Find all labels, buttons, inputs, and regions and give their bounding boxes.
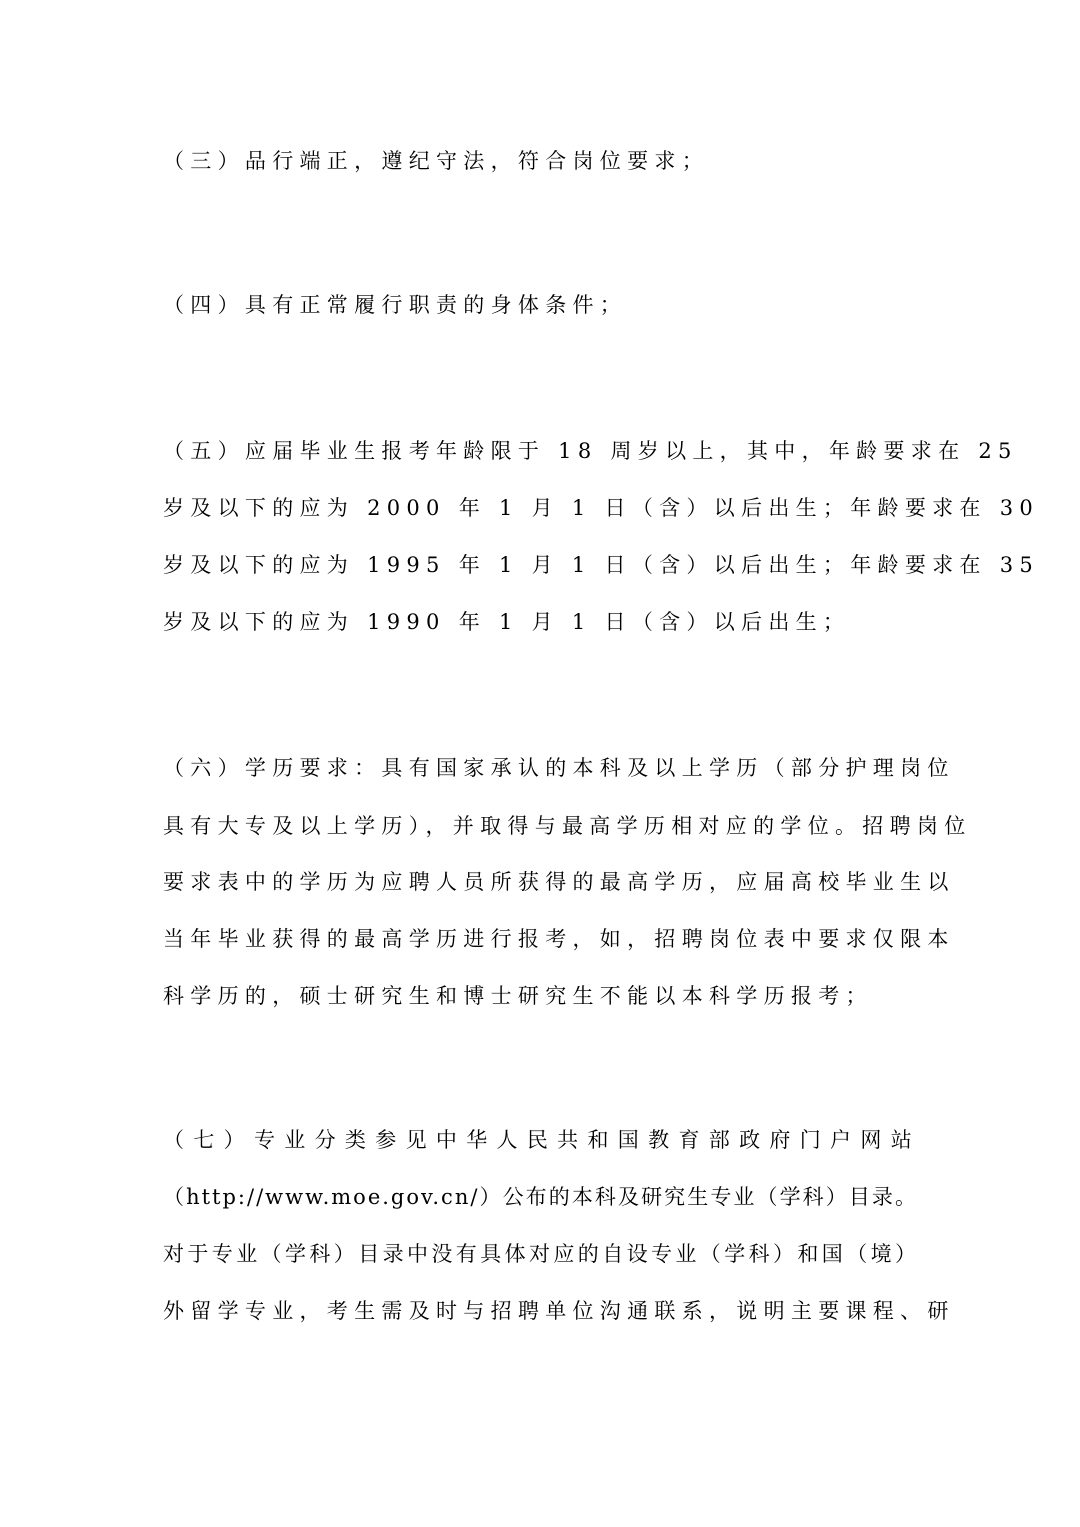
paragraph-3-line-1: （三）品行端正，遵纪守法，符合岗位要求； (163, 149, 709, 173)
paragraph-4-line-1: （四）具有正常履行职责的身体条件； (163, 293, 628, 317)
paragraph-6-line-2: 具有大专及以上学历），并取得与最高学历相对应的学位。招聘岗位 (163, 814, 972, 838)
paragraph-6-line-3: 要求表中的学历为应聘人员所获得的最高学历，应届高校毕业生以 (163, 870, 955, 894)
paragraph-7-line-1: （七）专业分类参见中华人民共和国教育部政府门户网站 (163, 1128, 918, 1152)
paragraph-5-line-3: 岁及以下的应为 1995 年 1 月 1 日（含）以后出生；年龄要求在 35 (163, 553, 1040, 577)
paragraph-6-line-1: （六）学历要求：具有国家承认的本科及以上学历（部分护理岗位 (163, 756, 955, 780)
paragraph-7-line-4: 外留学专业，考生需及时与招聘单位沟通联系，说明主要课程、研 (163, 1299, 955, 1323)
paragraph-5-line-4: 岁及以下的应为 1990 年 1 月 1 日（含）以后出生； (163, 610, 851, 634)
paragraph-5-line-1: （五）应届毕业生报考年龄限于 18 周岁以上，其中，年龄要求在 25 (163, 439, 1018, 463)
paragraph-7-line-3: 对于专业（学科）目录中没有具体对应的自设专业（学科）和国（境） (163, 1242, 918, 1266)
paragraph-5-line-2: 岁及以下的应为 2000 年 1 月 1 日（含）以后出生；年龄要求在 30 (163, 496, 1040, 520)
paragraph-7-line-2: （http://www.moe.gov.cn/）公布的本科及研究生专业（学科）目录。 (163, 1185, 918, 1209)
paragraph-6-line-5: 科学历的，硕士研究生和博士研究生不能以本科学历报考； (163, 984, 873, 1008)
paragraph-6-line-4: 当年毕业获得的最高学历进行报考，如，招聘岗位表中要求仅限本 (163, 927, 955, 951)
